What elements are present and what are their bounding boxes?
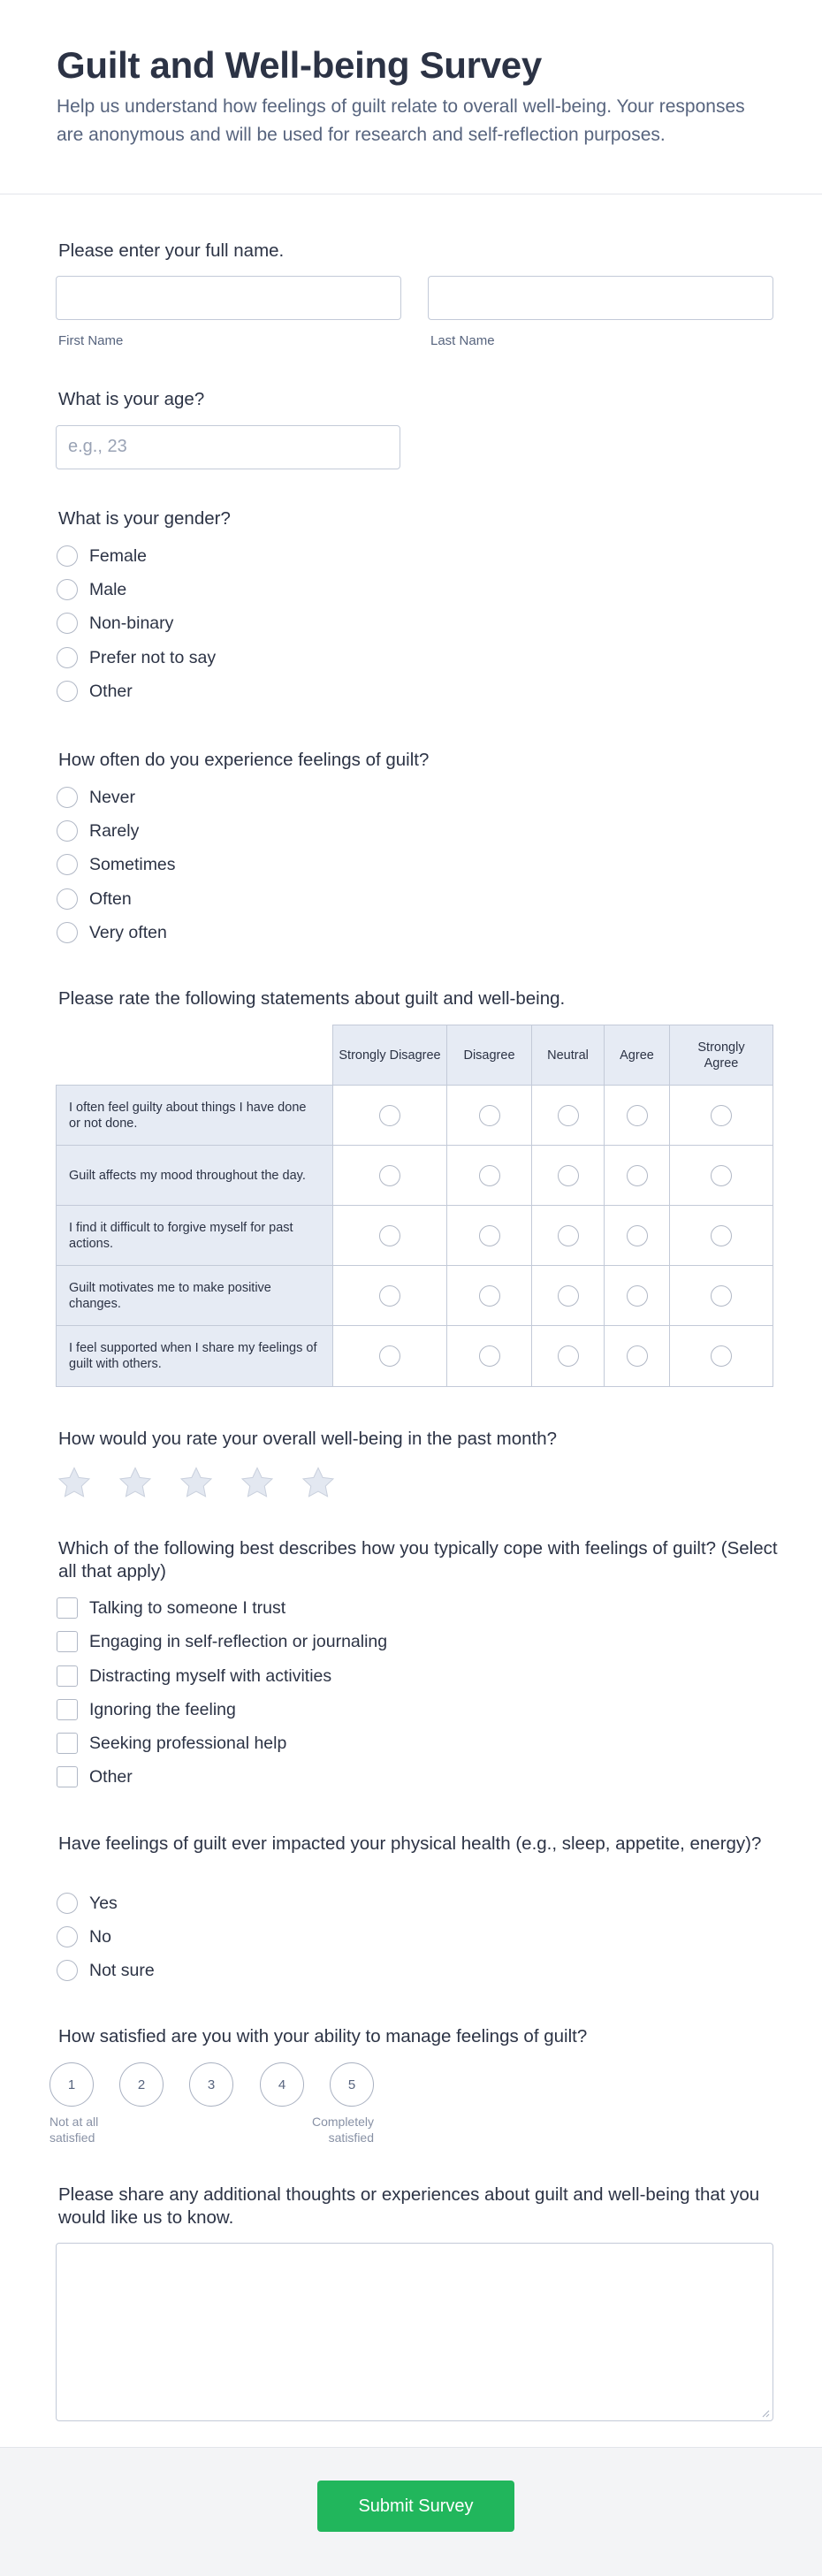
scale-option-3[interactable]: 3: [189, 2062, 233, 2107]
frequency-radio-sometimes[interactable]: [57, 854, 78, 875]
gender-option-label: Female: [89, 546, 148, 566]
coping-checkbox-other[interactable]: [57, 1766, 78, 1787]
page-title: Guilt and Well-being Survey: [57, 44, 542, 86]
coping-question-label: Which of the following best describes how you typically cope with feelings of guilt? (Select all that apply): [58, 1538, 778, 1581]
gender-question-label: What is your gender?: [58, 508, 231, 529]
matrix-radio-r2-c4[interactable]: [627, 1165, 648, 1186]
frequency-radio-never[interactable]: [57, 787, 78, 808]
gender-option-label: Non-binary: [89, 614, 174, 633]
scale-option-5[interactable]: 5: [330, 2062, 374, 2107]
coping-option-label: Seeking professional help: [89, 1734, 287, 1753]
matrix-row-label: Guilt affects my mood throughout the day.: [56, 1145, 333, 1206]
gender-option-label: Male: [89, 580, 127, 599]
submit-button[interactable]: Submit Survey: [317, 2481, 514, 2532]
first-name-input[interactable]: [56, 276, 401, 320]
matrix-radio-r3-c2[interactable]: [479, 1225, 500, 1246]
physical-option-label: No: [89, 1927, 111, 1947]
frequency-radio-often[interactable]: [57, 888, 78, 910]
physical-radio-no[interactable]: [57, 1926, 78, 1947]
coping-checkbox-journaling[interactable]: [57, 1631, 78, 1652]
last-name-input[interactable]: [428, 276, 773, 320]
gender-radio-prefer-not[interactable]: [57, 647, 78, 668]
rating-matrix: [56, 1025, 773, 1388]
coping-checkbox-talking[interactable]: [57, 1597, 78, 1619]
matrix-radio-r4-c2[interactable]: [479, 1285, 500, 1307]
frequency-option-label: Rarely: [89, 821, 140, 841]
scale-option-4[interactable]: 4: [260, 2062, 304, 2107]
frequency-question-label: How often do you experience feelings of guilt?: [58, 750, 430, 770]
frequency-radio-rarely[interactable]: [57, 820, 78, 842]
matrix-radio-r5-c1[interactable]: [379, 1345, 400, 1367]
physical-question-label: Have feelings of guilt ever impacted your physical health (e.g., sleep, appetite, energy)?: [58, 1833, 762, 1854]
star-3-icon[interactable]: [179, 1466, 214, 1499]
matrix-row-label: I often feel guilty about things I have done or not done.: [56, 1085, 333, 1146]
matrix-radio-r4-c3[interactable]: [558, 1285, 579, 1307]
matrix-col-header: Neutral: [531, 1025, 605, 1086]
coping-option-label: Other: [89, 1767, 133, 1787]
age-question-label: What is your age?: [58, 389, 205, 409]
form-header: [0, 0, 822, 194]
physical-option-label: Yes: [89, 1894, 118, 1913]
matrix-col-header: Strongly Disagree: [332, 1025, 447, 1086]
matrix-radio-r3-c4[interactable]: [627, 1225, 648, 1246]
scale-max-label: Completely satisfied: [311, 2115, 374, 2145]
scale-min-label: Not at all satisfied: [49, 2115, 99, 2145]
matrix-radio-r2-c5[interactable]: [711, 1165, 732, 1186]
scale-option-2[interactable]: 2: [119, 2062, 164, 2107]
age-input[interactable]: [56, 425, 400, 469]
name-question-label: Please enter your full name.: [58, 240, 285, 261]
satisfaction-question-label: How satisfied are you with your ability to manage feelings of guilt?: [58, 2026, 588, 2046]
star-4-icon[interactable]: [240, 1466, 275, 1499]
gender-option-label: Other: [89, 682, 133, 701]
matrix-col-header: Agree: [604, 1025, 670, 1086]
coping-checkbox-ignoring[interactable]: [57, 1699, 78, 1720]
matrix-radio-r4-c4[interactable]: [627, 1285, 648, 1307]
coping-checkbox-distracting[interactable]: [57, 1665, 78, 1687]
star-2-icon[interactable]: [118, 1466, 153, 1499]
matrix-radio-r4-c1[interactable]: [379, 1285, 400, 1307]
thoughts-question-label: Please share any additional thoughts or experiences about guilt and well-being that you would like us to know.: [58, 2184, 760, 2228]
matrix-row-label: I feel supported when I share my feelings of guilt with others.: [56, 1325, 333, 1387]
matrix-radio-r3-c5[interactable]: [711, 1225, 732, 1246]
matrix-radio-r4-c5[interactable]: [711, 1285, 732, 1307]
matrix-radio-r3-c3[interactable]: [558, 1225, 579, 1246]
resize-handle-icon[interactable]: [761, 2409, 770, 2418]
matrix-radio-r5-c4[interactable]: [627, 1345, 648, 1367]
star-1-icon[interactable]: [57, 1466, 92, 1499]
matrix-radio-r5-c3[interactable]: [558, 1345, 579, 1367]
gender-radio-male[interactable]: [57, 579, 78, 600]
coping-checkbox-professional[interactable]: [57, 1733, 78, 1754]
star-5-icon[interactable]: [301, 1466, 336, 1499]
last-name-sublabel: Last Name: [430, 333, 495, 348]
first-name-sublabel: First Name: [58, 333, 124, 348]
frequency-option-label: Sometimes: [89, 855, 176, 874]
matrix-radio-r2-c1[interactable]: [379, 1165, 400, 1186]
matrix-radio-r1-c5[interactable]: [711, 1105, 732, 1126]
matrix-radio-r1-c4[interactable]: [627, 1105, 648, 1126]
frequency-option-label: Very often: [89, 923, 167, 942]
gender-radio-other[interactable]: [57, 681, 78, 702]
age-placeholder: e.g., 23: [68, 437, 127, 456]
matrix-radio-r1-c2[interactable]: [479, 1105, 500, 1126]
matrix-radio-r1-c3[interactable]: [558, 1105, 579, 1126]
physical-radio-not-sure[interactable]: [57, 1960, 78, 1981]
matrix-radio-r3-c1[interactable]: [379, 1225, 400, 1246]
matrix-col-header: Strongly Agree: [669, 1025, 773, 1086]
coping-option-label: Talking to someone I trust: [89, 1598, 286, 1618]
matrix-question-label: Please rate the following statements about guilt and well-being.: [58, 988, 566, 1009]
scale-option-1[interactable]: 1: [49, 2062, 94, 2107]
thoughts-textarea[interactable]: [56, 2243, 773, 2421]
matrix-radio-r2-c3[interactable]: [558, 1165, 579, 1186]
coping-option-label: Engaging in self-reflection or journaling: [89, 1632, 388, 1651]
gender-option-label: Prefer not to say: [89, 648, 217, 667]
physical-option-label: Not sure: [89, 1961, 155, 1980]
frequency-option-label: Never: [89, 788, 136, 807]
physical-radio-yes[interactable]: [57, 1893, 78, 1914]
coping-option-label: Ignoring the feeling: [89, 1700, 236, 1719]
matrix-radio-r2-c2[interactable]: [479, 1165, 500, 1186]
matrix-radio-r5-c2[interactable]: [479, 1345, 500, 1367]
matrix-radio-r5-c5[interactable]: [711, 1345, 732, 1367]
gender-radio-non-binary[interactable]: [57, 613, 78, 634]
coping-option-label: Distracting myself with activities: [89, 1666, 332, 1686]
page-subtitle: Help us understand how feelings of guilt relate to overall well-being. Your responses are anonymous and will be used for research and self-reflection purposes.: [57, 96, 745, 145]
gender-radio-female[interactable]: [57, 545, 78, 567]
rating-question-label: How would you rate your overall well-being in the past month?: [58, 1429, 558, 1449]
matrix-row-label: I find it difficult to forgive myself for past actions.: [56, 1205, 333, 1266]
matrix-col-header: Disagree: [446, 1025, 532, 1086]
matrix-radio-r1-c1[interactable]: [379, 1105, 400, 1126]
matrix-row-label: Guilt motivates me to make positive changes.: [56, 1265, 333, 1326]
frequency-option-label: Often: [89, 889, 132, 909]
frequency-radio-very-often[interactable]: [57, 922, 78, 943]
